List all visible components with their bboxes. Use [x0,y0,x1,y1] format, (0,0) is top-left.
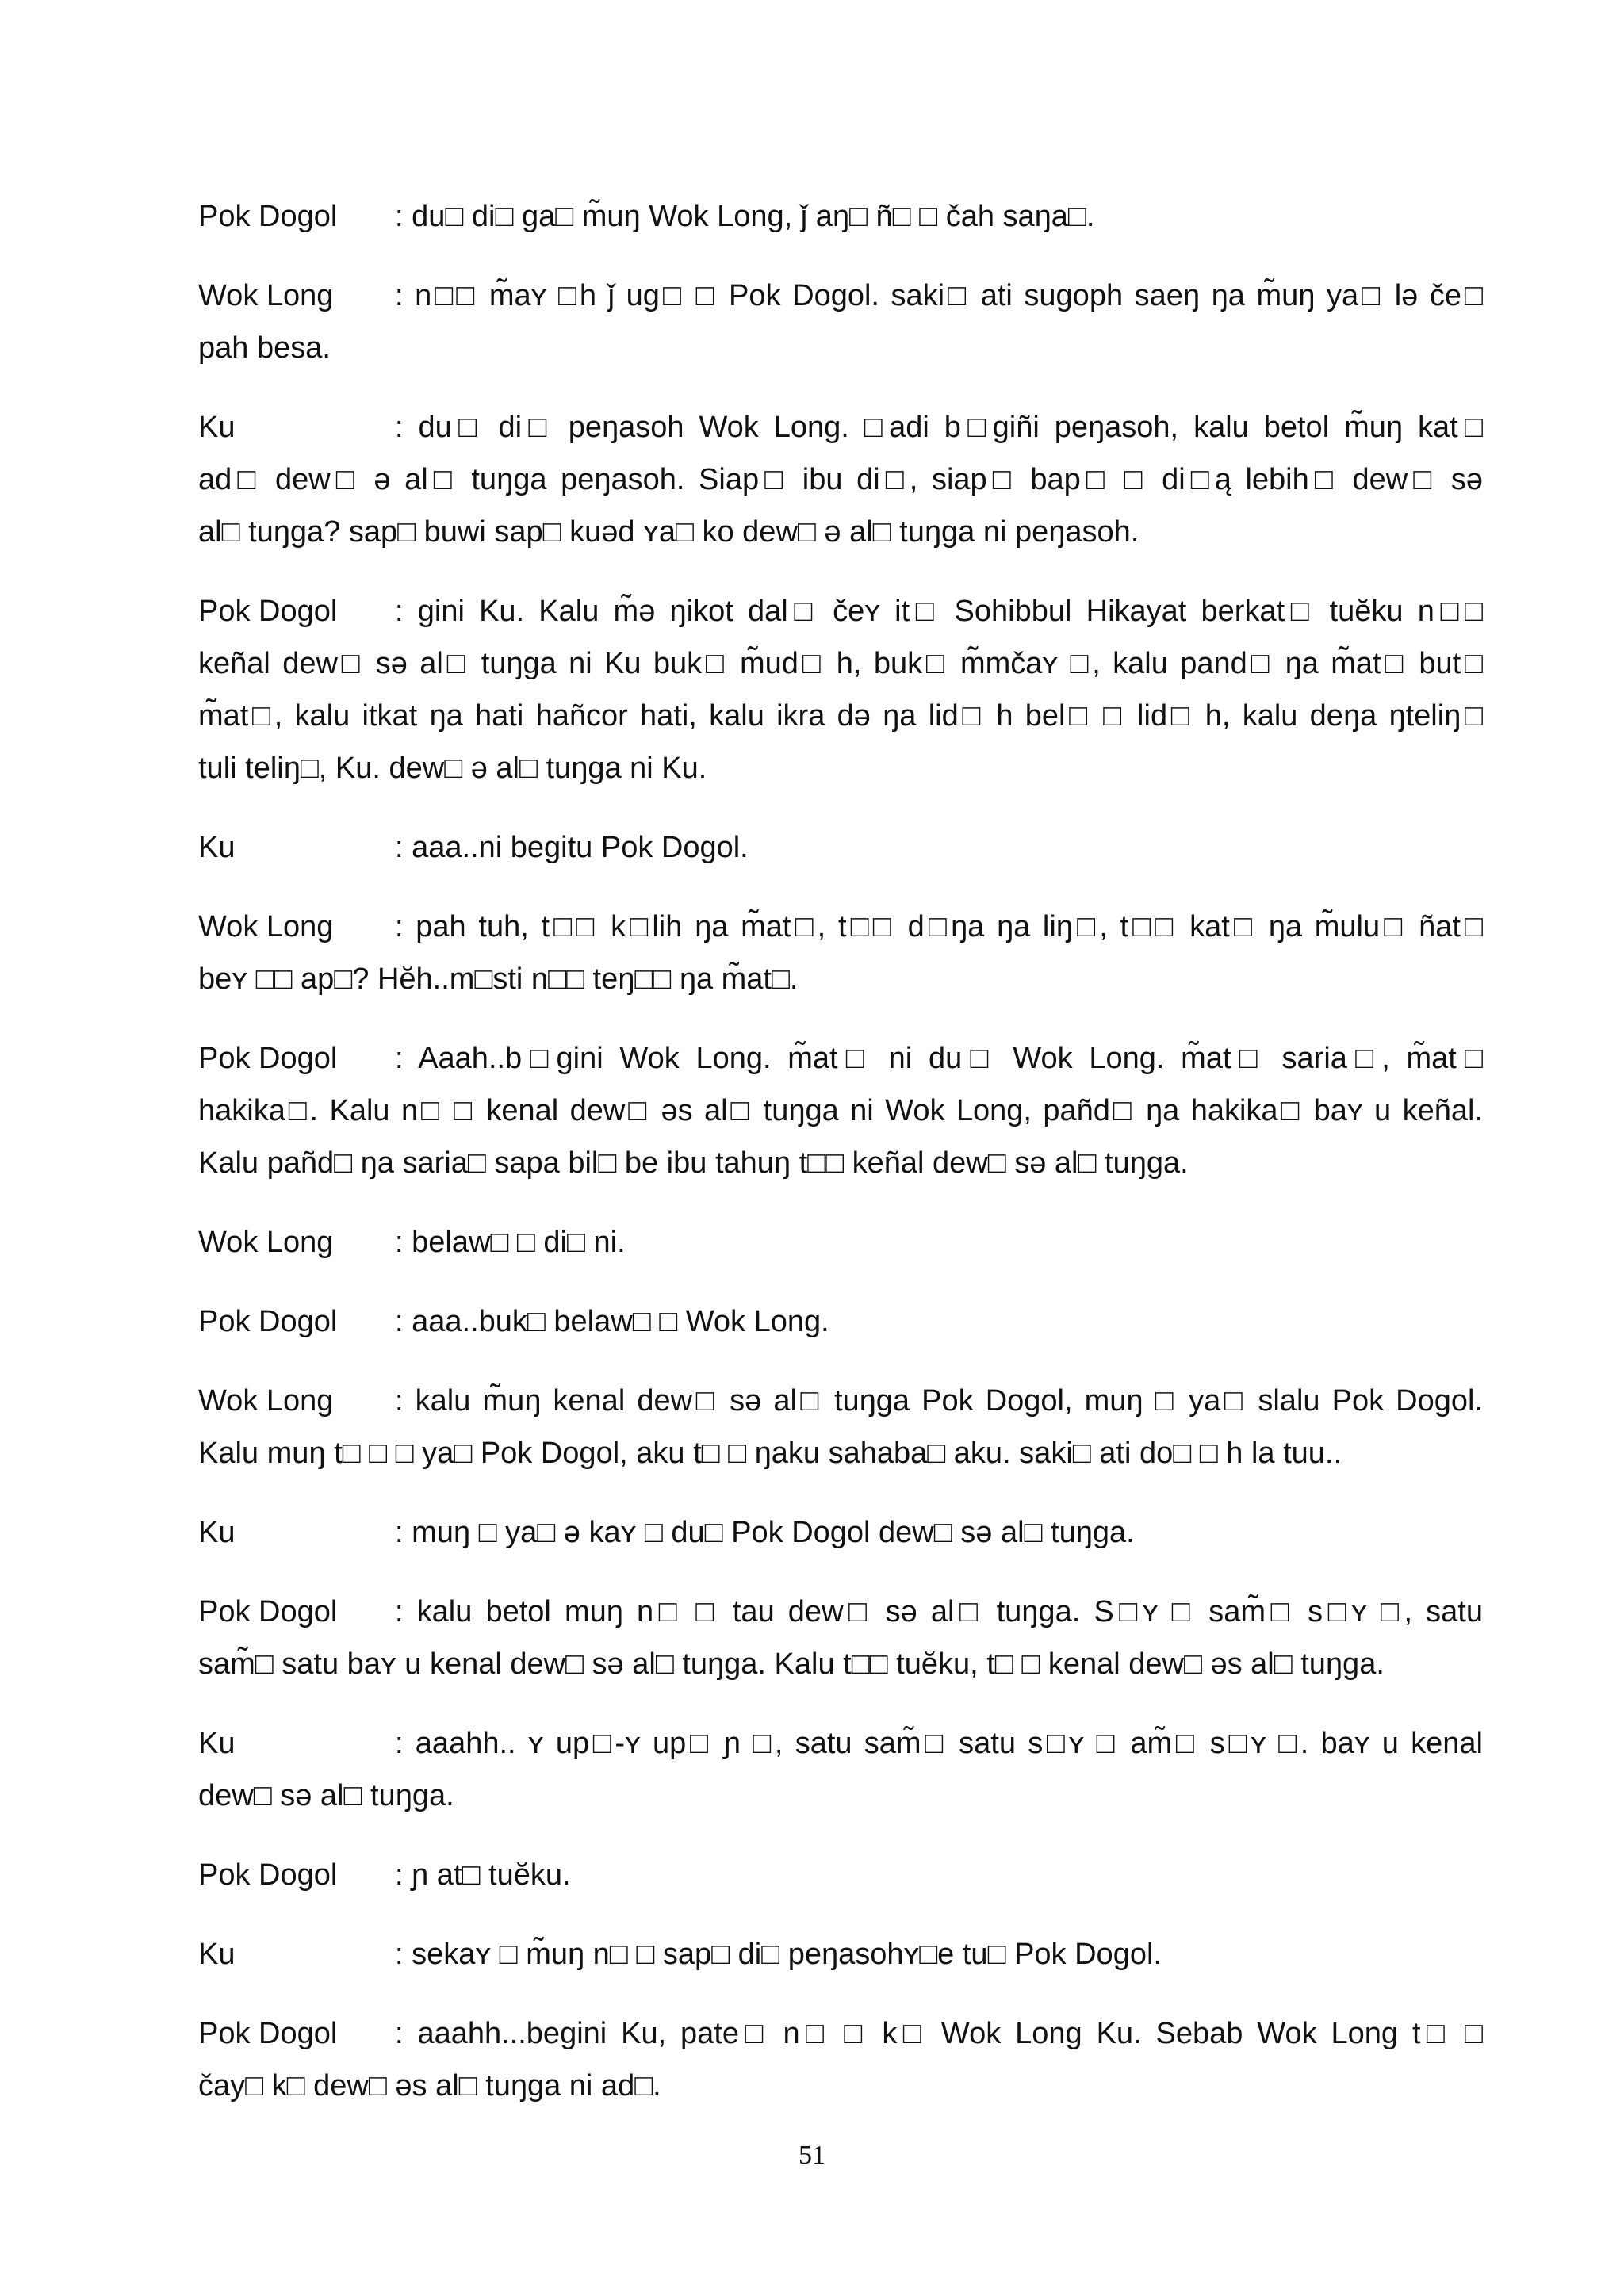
speaker-name: Pok Dogol [198,1042,338,1075]
dialogue-continuation-line: beʏ □□ ap□? Hĕh..m□sti n□□ teŋ□□ ŋa m̃at□. [198,962,799,996]
dialogue-continuation-line: ad□ dew□ ə al□ tuŋga peŋasoh. Siap□ ibu di□, siap□ bap□ □ di□ą lebih□ dew□ sə [198,463,1483,496]
dialogue-turn [198,1506,1483,1559]
dialogue-continuation-line: tuli teliŋ□, Ku. dew□ ə al□ tuŋga ni Ku. [198,752,707,785]
dialogue-line: : aaa..ni begitu Pok Dogol. [395,831,749,864]
dialogue-continuation-line: pah besa. [198,331,331,365]
dialogue-continuation-line: sam̃□ satu baʏ u kenal dew□ sə al□ tuŋga. Kalu t□□ tuĕku, t□ □ kenal dew□ əs al□ tuŋga. [198,1647,1385,1681]
dialogue-continuation-line: Kalu muŋ t□ □ □ ya□ Pok Dogol, aku t□ □ ŋaku sahaba□ aku. saki□ ati do□ □ h la tuu.. [198,1437,1342,1470]
dialogue-turn [198,1717,1483,1822]
dialogue-turn [198,585,1483,794]
speaker-name: Ku [198,1938,236,1971]
dialogue-line: : kalu m̃uŋ kenal dew□ sə al□ tuŋga Pok Dogol, muŋ □ ya□ slalu Pok Dogol. [395,1384,1483,1418]
speaker-name: Pok Dogol [198,2017,338,2050]
dialogue-line: : aaahh...begini Ku, pate□ n□ □ k□ Wok Long Ku. Sebab Wok Long t□ □ [395,2017,1483,2050]
speaker-name: Pok Dogol [198,1305,338,1338]
dialogue-turn [198,901,1483,1005]
dialogue-line: : n□□ m̃aʏ □h ǰ ug□ □ Pok Dogol. saki□ ati sugoph saeŋ ŋa m̃uŋ ya□ lə če□ [395,279,1483,312]
speaker-name: Ku [198,1727,236,1760]
dialogue-line: : ɲ at□ tuĕku. [395,1858,571,1892]
dialogue-turn [198,1295,1483,1348]
speaker-name: Pok Dogol [198,200,338,233]
dialogue-continuation-line: hakika□. Kalu n□ □ kenal dew□ əs al□ tuŋga ni Wok Long, pañd□ ŋa hakika□ baʏ u keñal. [198,1094,1483,1127]
speaker-name: Ku [198,831,236,864]
dialogue-turn [198,1032,1483,1189]
speaker-name: Pok Dogol [198,1595,338,1628]
dialogue-line: : du□ di□ peŋasoh Wok Long. □adi b□giñi peŋasoh, kalu betol m̃uŋ kat□ [395,411,1483,444]
speaker-name: Wok Long [198,1384,334,1418]
page-number: 51 [799,2141,825,2170]
dialogue-line: : pah tuh, t□□ k□lih ŋa m̃at□, t□□ d□ŋa ŋa liŋ□, t□□ kat□ ŋa m̃ulu□ ñat□ [395,910,1483,943]
speaker-name: Wok Long [198,279,334,312]
dialogue-line: : gini Ku. Kalu m̃ə ŋikot dal□ čeʏ it□ Sohibbul Hikayat berkat□ tuĕku n□□ [395,595,1483,628]
dialogue-turn [198,270,1483,374]
dialogue-continuation-line: al□ tuŋga? sap□ buwi sap□ kuəd ʏa□ ko dew□ ə al□ tuŋga ni peŋasoh. [198,515,1139,549]
dialogue-turn [198,1928,1483,1980]
dialogue-turn [198,1216,1483,1269]
dialogue-continuation-line: dew□ sə al□ tuŋga. [198,1779,454,1812]
dialogue-turn [198,401,1483,558]
dialogue-line: : muŋ □ ya□ ə kaʏ □ du□ Pok Dogol dew□ sə al□ tuŋga. [395,1516,1135,1549]
speaker-name: Wok Long [198,1226,334,1259]
dialogue-line: : aaahh.. ʏ up□-ʏ up□ ɲ □, satu sam̃□ satu s□ʏ □ am̃□ s□ʏ □. baʏ u kenal [395,1727,1483,1760]
dialogue-line: : kalu betol muŋ n□ □ tau dew□ sə al□ tuŋga. S□ʏ □ sam̃□ s□ʏ □, satu [395,1595,1483,1628]
dialogue-turn [198,2007,1483,2112]
dialogue-turn [198,821,1483,874]
speaker-name: Ku [198,411,236,444]
dialogue-turn [198,1375,1483,1479]
dialogue-line: : belaw□ □ di□ ni. [395,1226,626,1259]
dialogue-line: : Aaah..b□gini Wok Long. m̃at□ ni du□ Wok Long. m̃at□ saria□, m̃at□ [395,1042,1483,1075]
dialogue-turn [198,1586,1483,1690]
dialogue-line: : aaa..buk□ belaw□ □ Wok Long. [395,1305,829,1338]
dialogue-line: : sekaʏ □ m̃uŋ n□ □ sap□ di□ peŋasohʏ□e tu□ Pok Dogol. [395,1938,1162,1971]
dialogue-continuation-line: čay□ k□ dew□ əs al□ tuŋga ni ad□. [198,2069,661,2103]
dialogue-turn [198,1849,1483,1901]
speaker-name: Pok Dogol [198,595,338,628]
speaker-name: Ku [198,1516,236,1549]
dialogue-continuation-line: Kalu pañd□ ŋa saria□ sapa bil□ be ibu tahuŋ t□□ keñal dew□ sə al□ tuŋga. [198,1146,1189,1180]
speaker-name: Pok Dogol [198,1858,338,1892]
speaker-name: Wok Long [198,910,334,943]
dialogue [198,190,1483,2139]
dialogue-line: : du□ di□ ga□ m̃uŋ Wok Long, ǰ aŋ□ ñ□ □ čah saŋa□. [395,200,1095,233]
dialogue-continuation-line: m̃at□, kalu itkat ŋa hati hañcor hati, kalu ikra də ŋa lid□ h bel□ □ lid□ h, kalu deŋa ŋteliŋ□ [198,699,1483,733]
dialogue-turn [198,190,1483,243]
dialogue-continuation-line: keñal dew□ sə al□ tuŋga ni Ku buk□ m̃ud□ h, buk□ m̃mčaʏ □, kalu pand□ ŋa m̃at□ but□ [198,647,1483,680]
